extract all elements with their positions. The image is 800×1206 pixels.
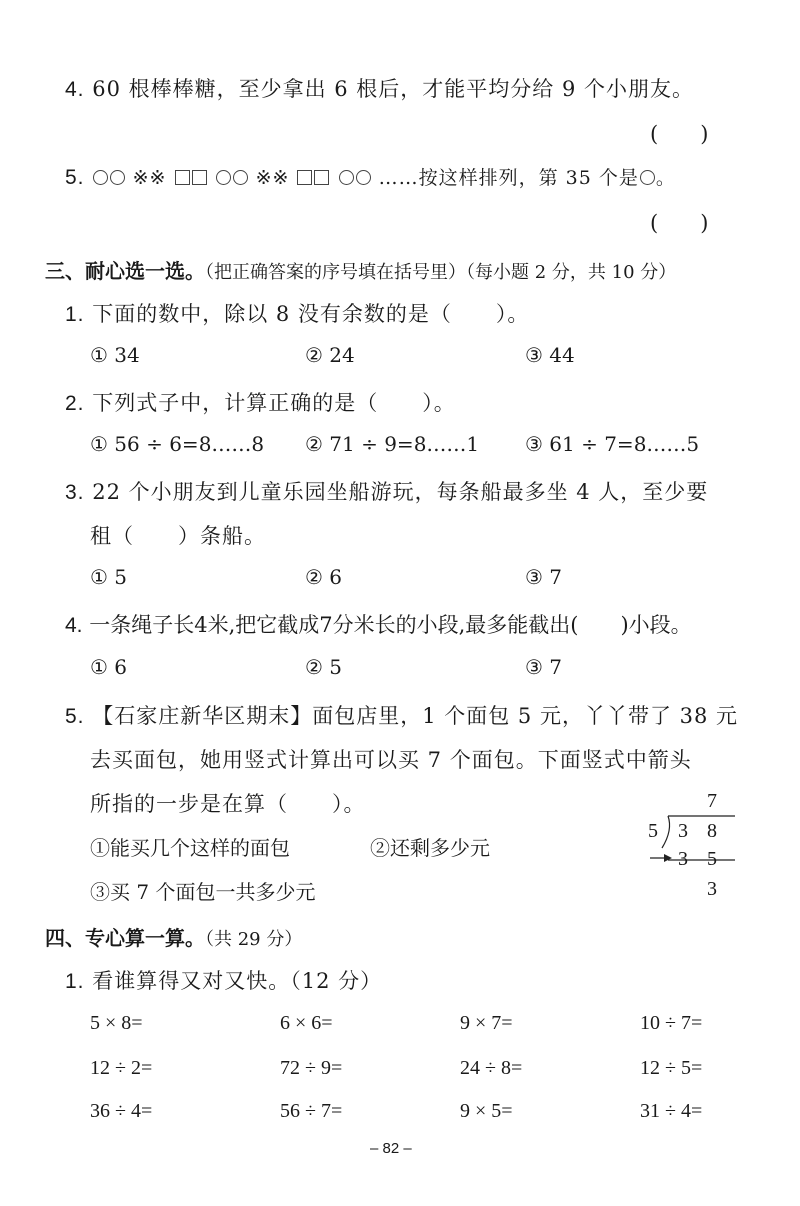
- question-number: 4.: [65, 78, 85, 101]
- long-division-figure: [640, 788, 740, 908]
- choice-question-1: [65, 298, 529, 328]
- calc-item[interactable]: 6 × 6=: [280, 1012, 333, 1034]
- question-text-line-2: 租（ ）条船。: [90, 524, 266, 548]
- question-4: [65, 73, 694, 103]
- choice-question-3: [65, 476, 708, 506]
- question-text: 【石家庄新华区期末】面包店里，1 个面包 5 元，丫丫带了 38 元: [92, 704, 739, 728]
- dividend-digit: 8: [707, 820, 717, 842]
- section-title: 三、耐心选一选。: [45, 259, 205, 283]
- circle-icon: [640, 170, 655, 185]
- choice-question-2: [65, 387, 456, 417]
- question-number: 3.: [65, 481, 85, 504]
- calc-item[interactable]: 5 × 8=: [90, 1012, 143, 1034]
- divisor: 5: [648, 820, 658, 842]
- calc-item[interactable]: 31 ÷ 4=: [640, 1100, 703, 1122]
- option-3[interactable]: ③ 61 ÷ 7=8……5: [525, 432, 700, 456]
- option-2[interactable]: ② 6: [305, 565, 343, 589]
- calc-item[interactable]: 24 ÷ 8=: [460, 1057, 523, 1079]
- section-4-heading: [45, 922, 302, 951]
- product-digit: 3: [678, 848, 688, 870]
- circle-icon: [233, 170, 248, 185]
- option-1[interactable]: ①能买几个这样的面包: [90, 836, 290, 860]
- circle-icon: [356, 170, 371, 185]
- calc-item[interactable]: 9 × 5=: [460, 1100, 513, 1122]
- section-note: （把正确答案的序号填在括号里）（每小题 2 分，共 10 分）: [205, 262, 677, 283]
- calc-item[interactable]: 36 ÷ 4=: [90, 1100, 153, 1122]
- question-number: 5.: [65, 705, 85, 728]
- calc-item[interactable]: 12 ÷ 2=: [90, 1057, 153, 1079]
- circle-icon: [339, 170, 354, 185]
- option-3[interactable]: ③ 44: [525, 343, 575, 367]
- sub-question-1: [65, 965, 382, 995]
- option-1[interactable]: ① 5: [90, 565, 128, 589]
- option-3[interactable]: ③ 7: [525, 655, 563, 679]
- question-text: 下列式子中，计算正确的是（ ）。: [92, 391, 456, 415]
- square-icon: [314, 170, 329, 185]
- remainder: 3: [707, 878, 717, 900]
- calc-item[interactable]: 10 ÷ 7=: [640, 1012, 703, 1034]
- product-digit: 5: [707, 848, 717, 870]
- page-number: – 82 –: [370, 1140, 412, 1157]
- long-division-lines: [640, 788, 740, 908]
- section-note: （共 29 分）: [205, 929, 303, 950]
- section-3-heading: [45, 255, 676, 284]
- option-2[interactable]: ② 71 ÷ 9=8……1: [305, 432, 480, 456]
- star-mark-icon: ※※: [132, 167, 167, 189]
- option-1[interactable]: ① 6: [90, 655, 128, 679]
- option-1[interactable]: ① 34: [90, 343, 140, 367]
- question-text: 下面的数中，除以 8 没有余数的是（ ）。: [92, 302, 530, 326]
- question-text-line-3: 所指的一步是在算（ ）。: [90, 792, 366, 816]
- option-1[interactable]: ① 56 ÷ 6=8……8: [90, 432, 265, 456]
- square-icon: [297, 170, 312, 185]
- question-number: 1.: [65, 303, 85, 326]
- question-text: 一条绳子长4米,把它截成7分米长的小段,最多能截出( )小段。: [89, 613, 692, 637]
- answer-paren[interactable]: ( ): [650, 122, 709, 146]
- question-text: 看谁算得又对又快。（12 分）: [92, 969, 383, 993]
- question-text: ……按这样排列，第 35 个是: [378, 167, 639, 189]
- question-number: 4.: [65, 614, 83, 637]
- question-text-line-2: 去买面包，她用竖式计算出可以买 7 个面包。下面竖式中箭头: [90, 748, 692, 772]
- star-mark-icon: ※※: [255, 167, 290, 189]
- question-text: 60 根棒棒糖，至少拿出 6 根后，才能平均分给 9 个小朋友。: [92, 77, 695, 101]
- question-number: 1.: [65, 970, 85, 993]
- choice-question-5: [65, 700, 738, 730]
- question-text: 22 个小朋友到儿童乐园坐船游玩，每条船最多坐 4 人，至少要: [92, 480, 709, 504]
- option-3[interactable]: ③ 7: [525, 565, 563, 589]
- pattern-sequence: [92, 167, 379, 189]
- question-number: 2.: [65, 392, 85, 415]
- circle-icon: [93, 170, 108, 185]
- period: 。: [655, 167, 676, 189]
- section-title: 四、专心算一算。: [45, 926, 205, 950]
- calc-item[interactable]: 9 × 7=: [460, 1012, 513, 1034]
- circle-icon: [110, 170, 125, 185]
- calc-item[interactable]: 56 ÷ 7=: [280, 1100, 343, 1122]
- square-icon: [175, 170, 190, 185]
- question-5: [65, 163, 676, 190]
- option-3[interactable]: ③买 7 个面包一共多少元: [90, 880, 316, 904]
- option-2[interactable]: ② 5: [305, 655, 343, 679]
- question-number: 5.: [65, 166, 85, 189]
- calc-item[interactable]: 72 ÷ 9=: [280, 1057, 343, 1079]
- square-icon: [192, 170, 207, 185]
- option-2[interactable]: ②还剩多少元: [370, 836, 490, 860]
- calc-item[interactable]: 12 ÷ 5=: [640, 1057, 703, 1079]
- choice-question-4: [65, 609, 692, 639]
- option-2[interactable]: ② 24: [305, 343, 355, 367]
- circle-icon: [216, 170, 231, 185]
- answer-paren[interactable]: ( ): [650, 211, 709, 235]
- dividend-digit: 3: [678, 820, 688, 842]
- quotient: 7: [707, 790, 717, 812]
